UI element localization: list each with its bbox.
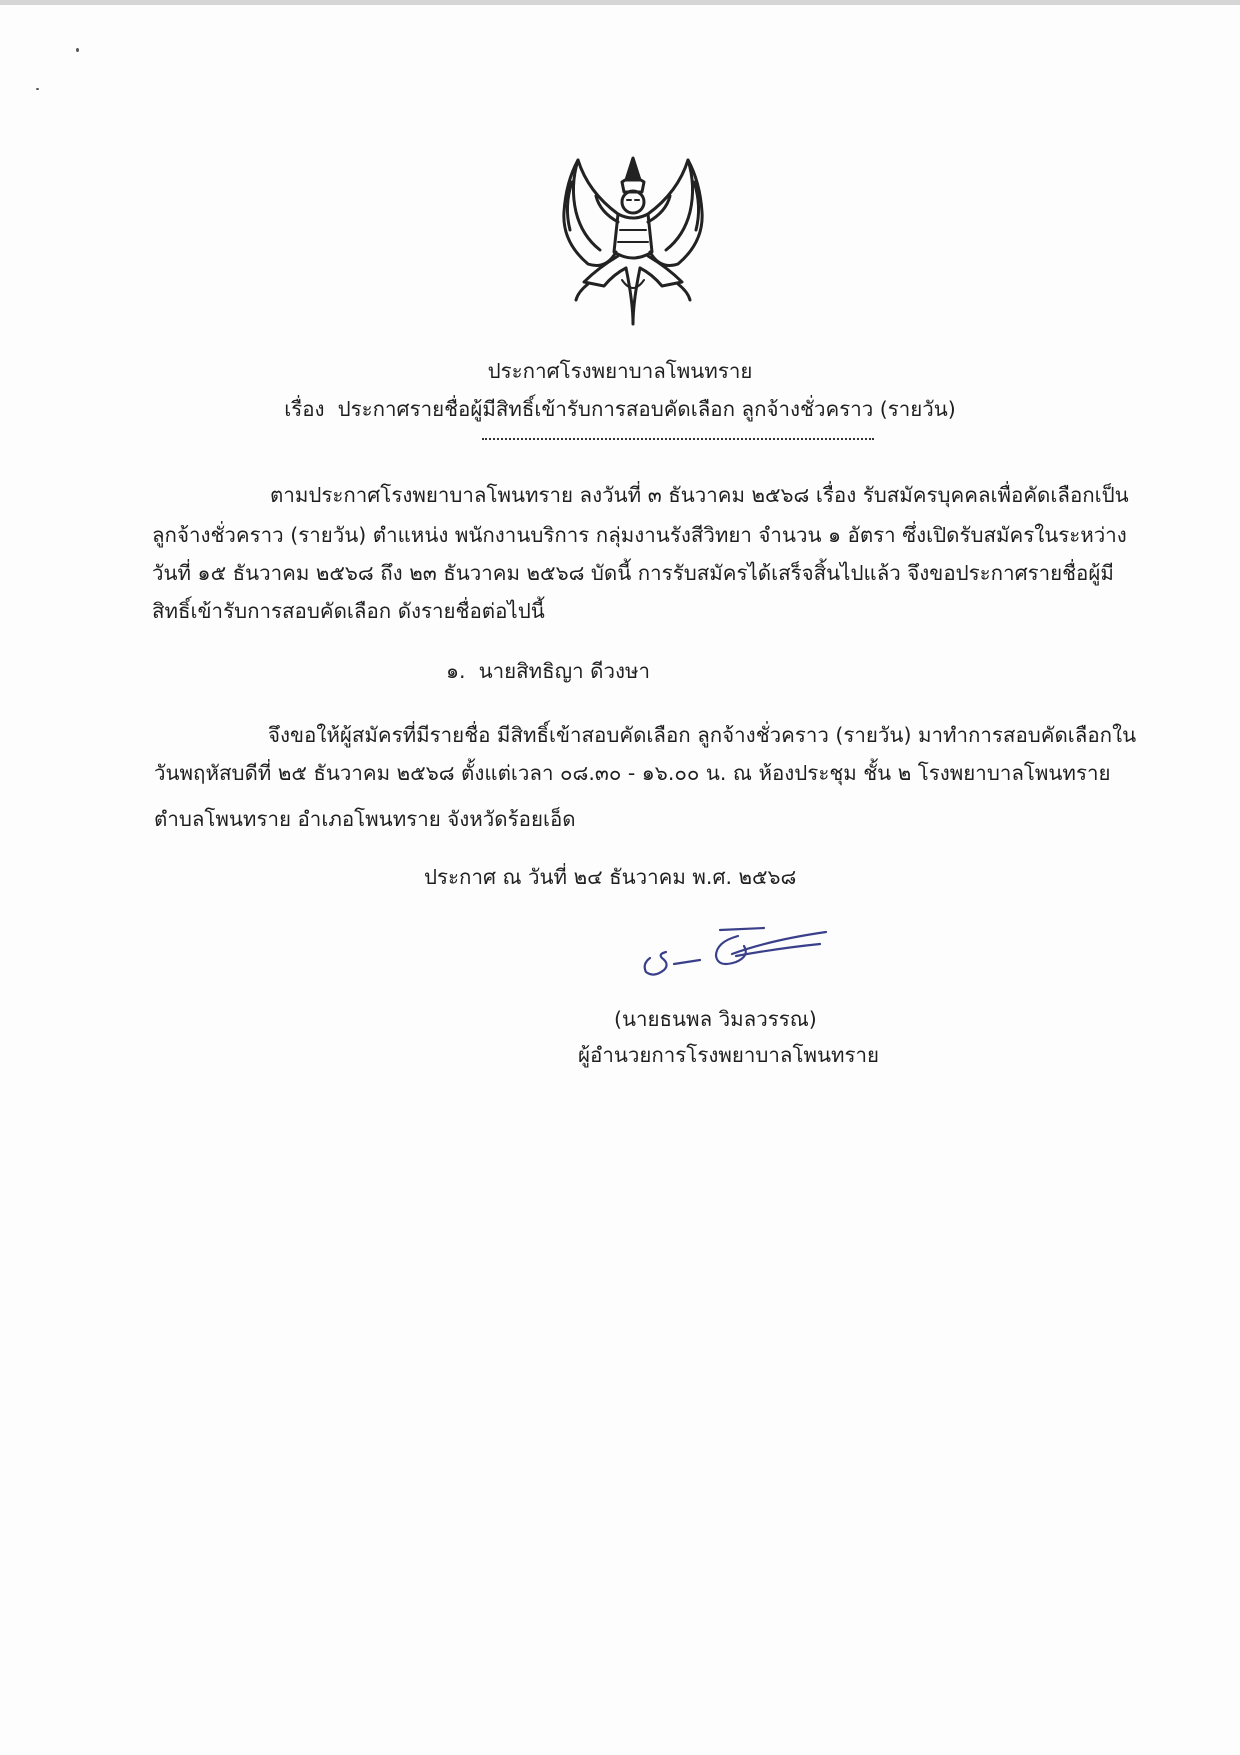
- announce-date: ประกาศ ณ วันที่ ๒๔ ธันวาคม พ.ศ. ๒๕๖๘: [424, 865, 797, 889]
- signatory-name: (นายธนพล วิมลวรรณ): [614, 1007, 817, 1031]
- scan-speck: [36, 88, 39, 90]
- subject-line: [0, 394, 1240, 424]
- signatory-position: ผู้อำนวยการโรงพยาบาลโพนทราย: [578, 1043, 880, 1067]
- paragraph-line: จึงขอให้ผู้สมัครที่มีรายชื่อ มีสิทธิ์เข้าสอบคัดเลือก ลูกจ้างชั่วคราว (รายวัน) มาทำการสอบคัดเลือกใน: [268, 723, 1137, 747]
- scan-speck: [76, 48, 79, 52]
- subject-text: ประกาศรายชื่อผู้มีสิทธิ์เข้ารับการสอบคัดเลือก ลูกจ้างชั่วคราว (รายวัน): [337, 397, 956, 421]
- scan-edge: [0, 0, 1240, 5]
- candidate-item: [446, 656, 650, 686]
- subject-label: เรื่อง: [284, 397, 325, 421]
- paragraph-line: ลูกจ้างชั่วคราว (รายวัน) ตำแหน่ง พนักงานบริการ กลุ่มงานรังสีวิทยา จำนวน ๑ อัตรา ซึ่งเปิดรับสมัครในระหว่าง: [152, 523, 1127, 547]
- handwritten-signature: [640, 918, 840, 988]
- candidate-name: นายสิทธิญา ดีวงษา: [478, 659, 651, 683]
- paragraph-line: ตำบลโพนทราย อำเภอโพนทราย จังหวัดร้อยเอ็ด: [154, 807, 576, 831]
- paragraph-line: ตามประกาศโรงพยาบาลโพนทราย ลงวันที่ ๓ ธันวาคม ๒๕๖๘ เรื่อง รับสมัครบุคคลเพื่อคัดเลือกเป็น: [270, 483, 1129, 507]
- dotted-separator: [482, 438, 874, 440]
- paragraph-line: วันที่ ๑๕ ธันวาคม ๒๕๖๘ ถึง ๒๓ ธันวาคม ๒๕๖๘ บัดนี้ การรับสมัครได้เสร็จสิ้นไปแล้ว จึงขอประกาศรายชื่อผู้มี: [152, 561, 1114, 585]
- announcement-title: ประกาศโรงพยาบาลโพนทราย: [487, 359, 753, 383]
- garuda-emblem-icon: [548, 152, 718, 330]
- candidate-number: ๑.: [446, 659, 466, 683]
- paragraph-line: วันพฤหัสบดีที่ ๒๕ ธันวาคม ๒๕๖๘ ตั้งแต่เวลา ๐๘.๓๐ - ๑๖.๐๐ น. ณ ห้องประชุม ชั้น ๒ โรงพยาบาลโพนทราย: [154, 761, 1111, 785]
- paragraph-line: สิทธิ์เข้ารับการสอบคัดเลือก ดังรายชื่อต่อไปนี้: [152, 599, 545, 623]
